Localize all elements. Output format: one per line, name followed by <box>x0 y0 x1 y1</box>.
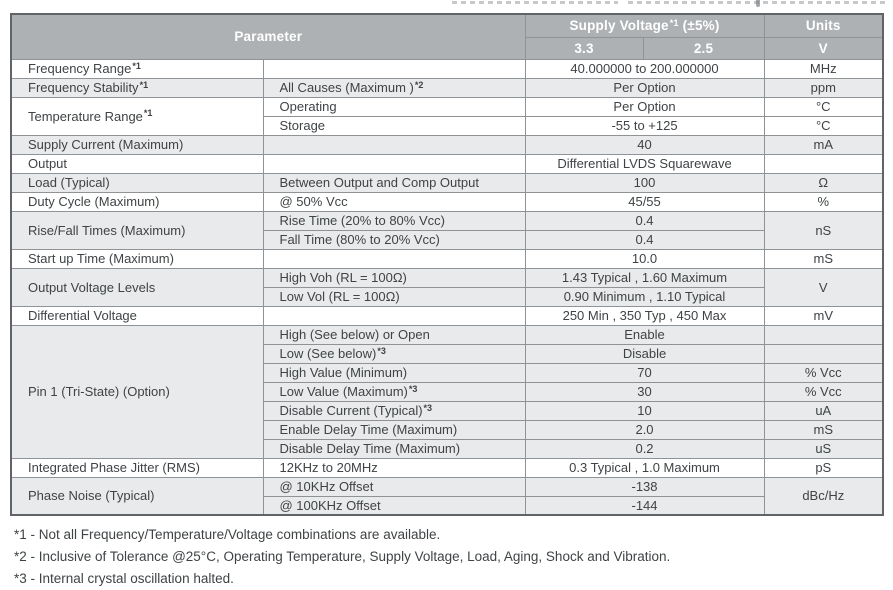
value-cell: Disable <box>525 344 764 363</box>
value-cell: 0.3 Typical , 1.0 Maximum <box>525 458 764 477</box>
condition-cell: High (See below) or Open <box>263 325 525 344</box>
condition-cell: Between Output and Comp Output <box>263 173 525 192</box>
value-cell: Per Option <box>525 97 764 116</box>
condition-cell: Fall Time (80% to 20% Vcc) <box>263 230 525 249</box>
units-cell: mS <box>764 249 883 268</box>
condition-cell: Low Value (Maximum)$^{*3}$ <box>263 382 525 401</box>
table-row <box>11 477 883 496</box>
spec-table-header <box>11 14 883 59</box>
value-cell: 100 <box>525 173 764 192</box>
parameter-cell: Temperature Range$^{*1}$ <box>11 97 263 135</box>
value-cell: Differential LVDS Squarewave <box>525 154 764 173</box>
parameter-cell: Integrated Phase Jitter (RMS) <box>11 458 263 477</box>
value-cell: 70 <box>525 363 764 382</box>
clipped-text-artifact <box>452 1 618 4</box>
footnote-marker: *2 <box>414 79 424 90</box>
units-cell: % <box>764 192 883 211</box>
units-cell <box>764 344 883 363</box>
footnote-1: *1 - Not all Frequency/Temperature/Voltage combinations are available. <box>14 527 441 542</box>
value-cell: 45/55 <box>525 192 764 211</box>
value-cell: 10 <box>525 401 764 420</box>
value-cell: 0.4 <box>525 211 764 230</box>
footnotes <box>14 524 670 590</box>
spec-table <box>10 13 884 516</box>
units-cell: % Vcc <box>764 363 883 382</box>
condition-cell: Disable Current (Typical)$^{*3}$ <box>263 401 525 420</box>
supply-voltage-header-cell <box>525 14 764 37</box>
voltage-3v3-header-cell: 3.3 <box>525 37 643 59</box>
table-row <box>11 59 883 78</box>
header-row-1 <box>11 14 883 37</box>
supply-voltage-label: Supply Voltage <box>569 18 669 34</box>
table-row <box>11 211 883 230</box>
units-cell <box>764 154 883 173</box>
value-cell: 0.4 <box>525 230 764 249</box>
supply-voltage-tolerance: (±5%) <box>678 18 720 34</box>
parameter-cell: Output <box>11 154 263 173</box>
parameter-cell: Duty Cycle (Maximum) <box>11 192 263 211</box>
parameter-header-cell: Parameter <box>11 14 525 59</box>
value-cell: 40.000000 to 200.000000 <box>525 59 764 78</box>
parameter-cell: Phase Noise (Typical) <box>11 477 263 515</box>
condition-cell <box>263 306 525 325</box>
condition-cell <box>263 135 525 154</box>
table-row <box>11 78 883 97</box>
footnote-marker: *3 <box>423 402 433 413</box>
table-row <box>11 154 883 173</box>
footnote-3: *3 - Internal crystal oscillation halted. <box>14 571 234 586</box>
value-cell: Enable <box>525 325 764 344</box>
units-volts-header-cell: V <box>764 37 883 59</box>
value-cell: 40 <box>525 135 764 154</box>
units-cell: °C <box>764 116 883 135</box>
table-row <box>11 458 883 477</box>
spec-table-body <box>11 59 883 515</box>
clipped-text-artifact <box>756 0 760 7</box>
condition-cell: High Voh (RL = 100Ω) <box>263 268 525 287</box>
value-cell: 0.90 Minimum , 1.10 Typical <box>525 287 764 306</box>
parameter-cell: Pin 1 (Tri-State) (Option) <box>11 325 263 458</box>
value-cell: -138 <box>525 477 764 496</box>
footnote-2: *2 - Inclusive of Tolerance @25°C, Operating Temperature, Supply Voltage, Load, Aging, Shock and Vibration. <box>14 549 671 564</box>
units-cell: ppm <box>764 78 883 97</box>
condition-cell: Storage <box>263 116 525 135</box>
condition-cell: @ 10KHz Offset <box>263 477 525 496</box>
value-cell: 2.0 <box>525 420 764 439</box>
footnote-marker: *1 <box>143 108 153 118</box>
footnote-marker: *1 <box>132 60 141 71</box>
voltage-2v5-header-cell: 2.5 <box>643 37 764 59</box>
footnote-marker: *3 <box>377 345 386 356</box>
condition-cell: Rise Time (20% to 80% Vcc) <box>263 211 525 230</box>
table-row <box>11 268 883 287</box>
parameter-cell: Output Voltage Levels <box>11 268 263 306</box>
parameter-cell: Start up Time (Maximum) <box>11 249 263 268</box>
supply-voltage-footnote-marker: *1 <box>669 17 679 28</box>
value-cell: -55 to +125 <box>525 116 764 135</box>
units-cell: Ω <box>764 173 883 192</box>
units-cell: uA <box>764 401 883 420</box>
table-row <box>11 249 883 268</box>
units-cell: mV <box>764 306 883 325</box>
parameter-cell: Supply Current (Maximum) <box>11 135 263 154</box>
value-cell: 0.2 <box>525 439 764 458</box>
units-cell: uS <box>764 439 883 458</box>
units-cell: V <box>764 268 883 306</box>
value-cell: 250 Min , 350 Typ , 450 Max <box>525 306 764 325</box>
value-cell: 1.43 Typical , 1.60 Maximum <box>525 268 764 287</box>
units-cell <box>764 325 883 344</box>
table-row <box>11 173 883 192</box>
condition-cell <box>263 249 525 268</box>
footnote-marker: *3 <box>408 383 418 394</box>
units-cell: °C <box>764 97 883 116</box>
parameter-cell: Rise/Fall Times (Maximum) <box>11 211 263 249</box>
condition-cell: @ 100KHz Offset <box>263 496 525 515</box>
units-cell: dBc/Hz <box>764 477 883 515</box>
value-cell: Per Option <box>525 78 764 97</box>
condition-cell: 12KHz to 20MHz <box>263 458 525 477</box>
condition-cell <box>263 154 525 173</box>
value-cell: 30 <box>525 382 764 401</box>
table-row <box>11 135 883 154</box>
condition-cell: @ 50% Vcc <box>263 192 525 211</box>
units-cell: nS <box>764 211 883 249</box>
table-row <box>11 97 883 116</box>
value-cell: 10.0 <box>525 249 764 268</box>
units-cell: MHz <box>764 59 883 78</box>
condition-cell: High Value (Minimum) <box>263 363 525 382</box>
condition-cell: Enable Delay Time (Maximum) <box>263 420 525 439</box>
units-cell: mA <box>764 135 883 154</box>
units-cell: mS <box>764 420 883 439</box>
condition-cell: Operating <box>263 97 525 116</box>
condition-cell: All Causes (Maximum )$^{*2}$ <box>263 78 525 97</box>
condition-cell: Low (See below)$^{*3}$ <box>263 344 525 363</box>
condition-cell: Disable Delay Time (Maximum) <box>263 439 525 458</box>
table-row <box>11 192 883 211</box>
table-row <box>11 325 883 344</box>
units-header-cell: Units <box>764 14 883 37</box>
table-row <box>11 306 883 325</box>
parameter-cell: Load (Typical) <box>11 173 263 192</box>
condition-cell <box>263 59 525 78</box>
value-cell: -144 <box>525 496 764 515</box>
units-cell: pS <box>764 458 883 477</box>
parameter-cell: Differential Voltage <box>11 306 263 325</box>
parameter-cell: Frequency Stability$^{*1}$ <box>11 78 263 97</box>
footnote-marker: *1 <box>139 79 149 90</box>
parameter-cell: Frequency Range$^{*1}$ <box>11 59 263 78</box>
units-cell: % Vcc <box>764 382 883 401</box>
condition-cell: Low Vol (RL = 100Ω) <box>263 287 525 306</box>
